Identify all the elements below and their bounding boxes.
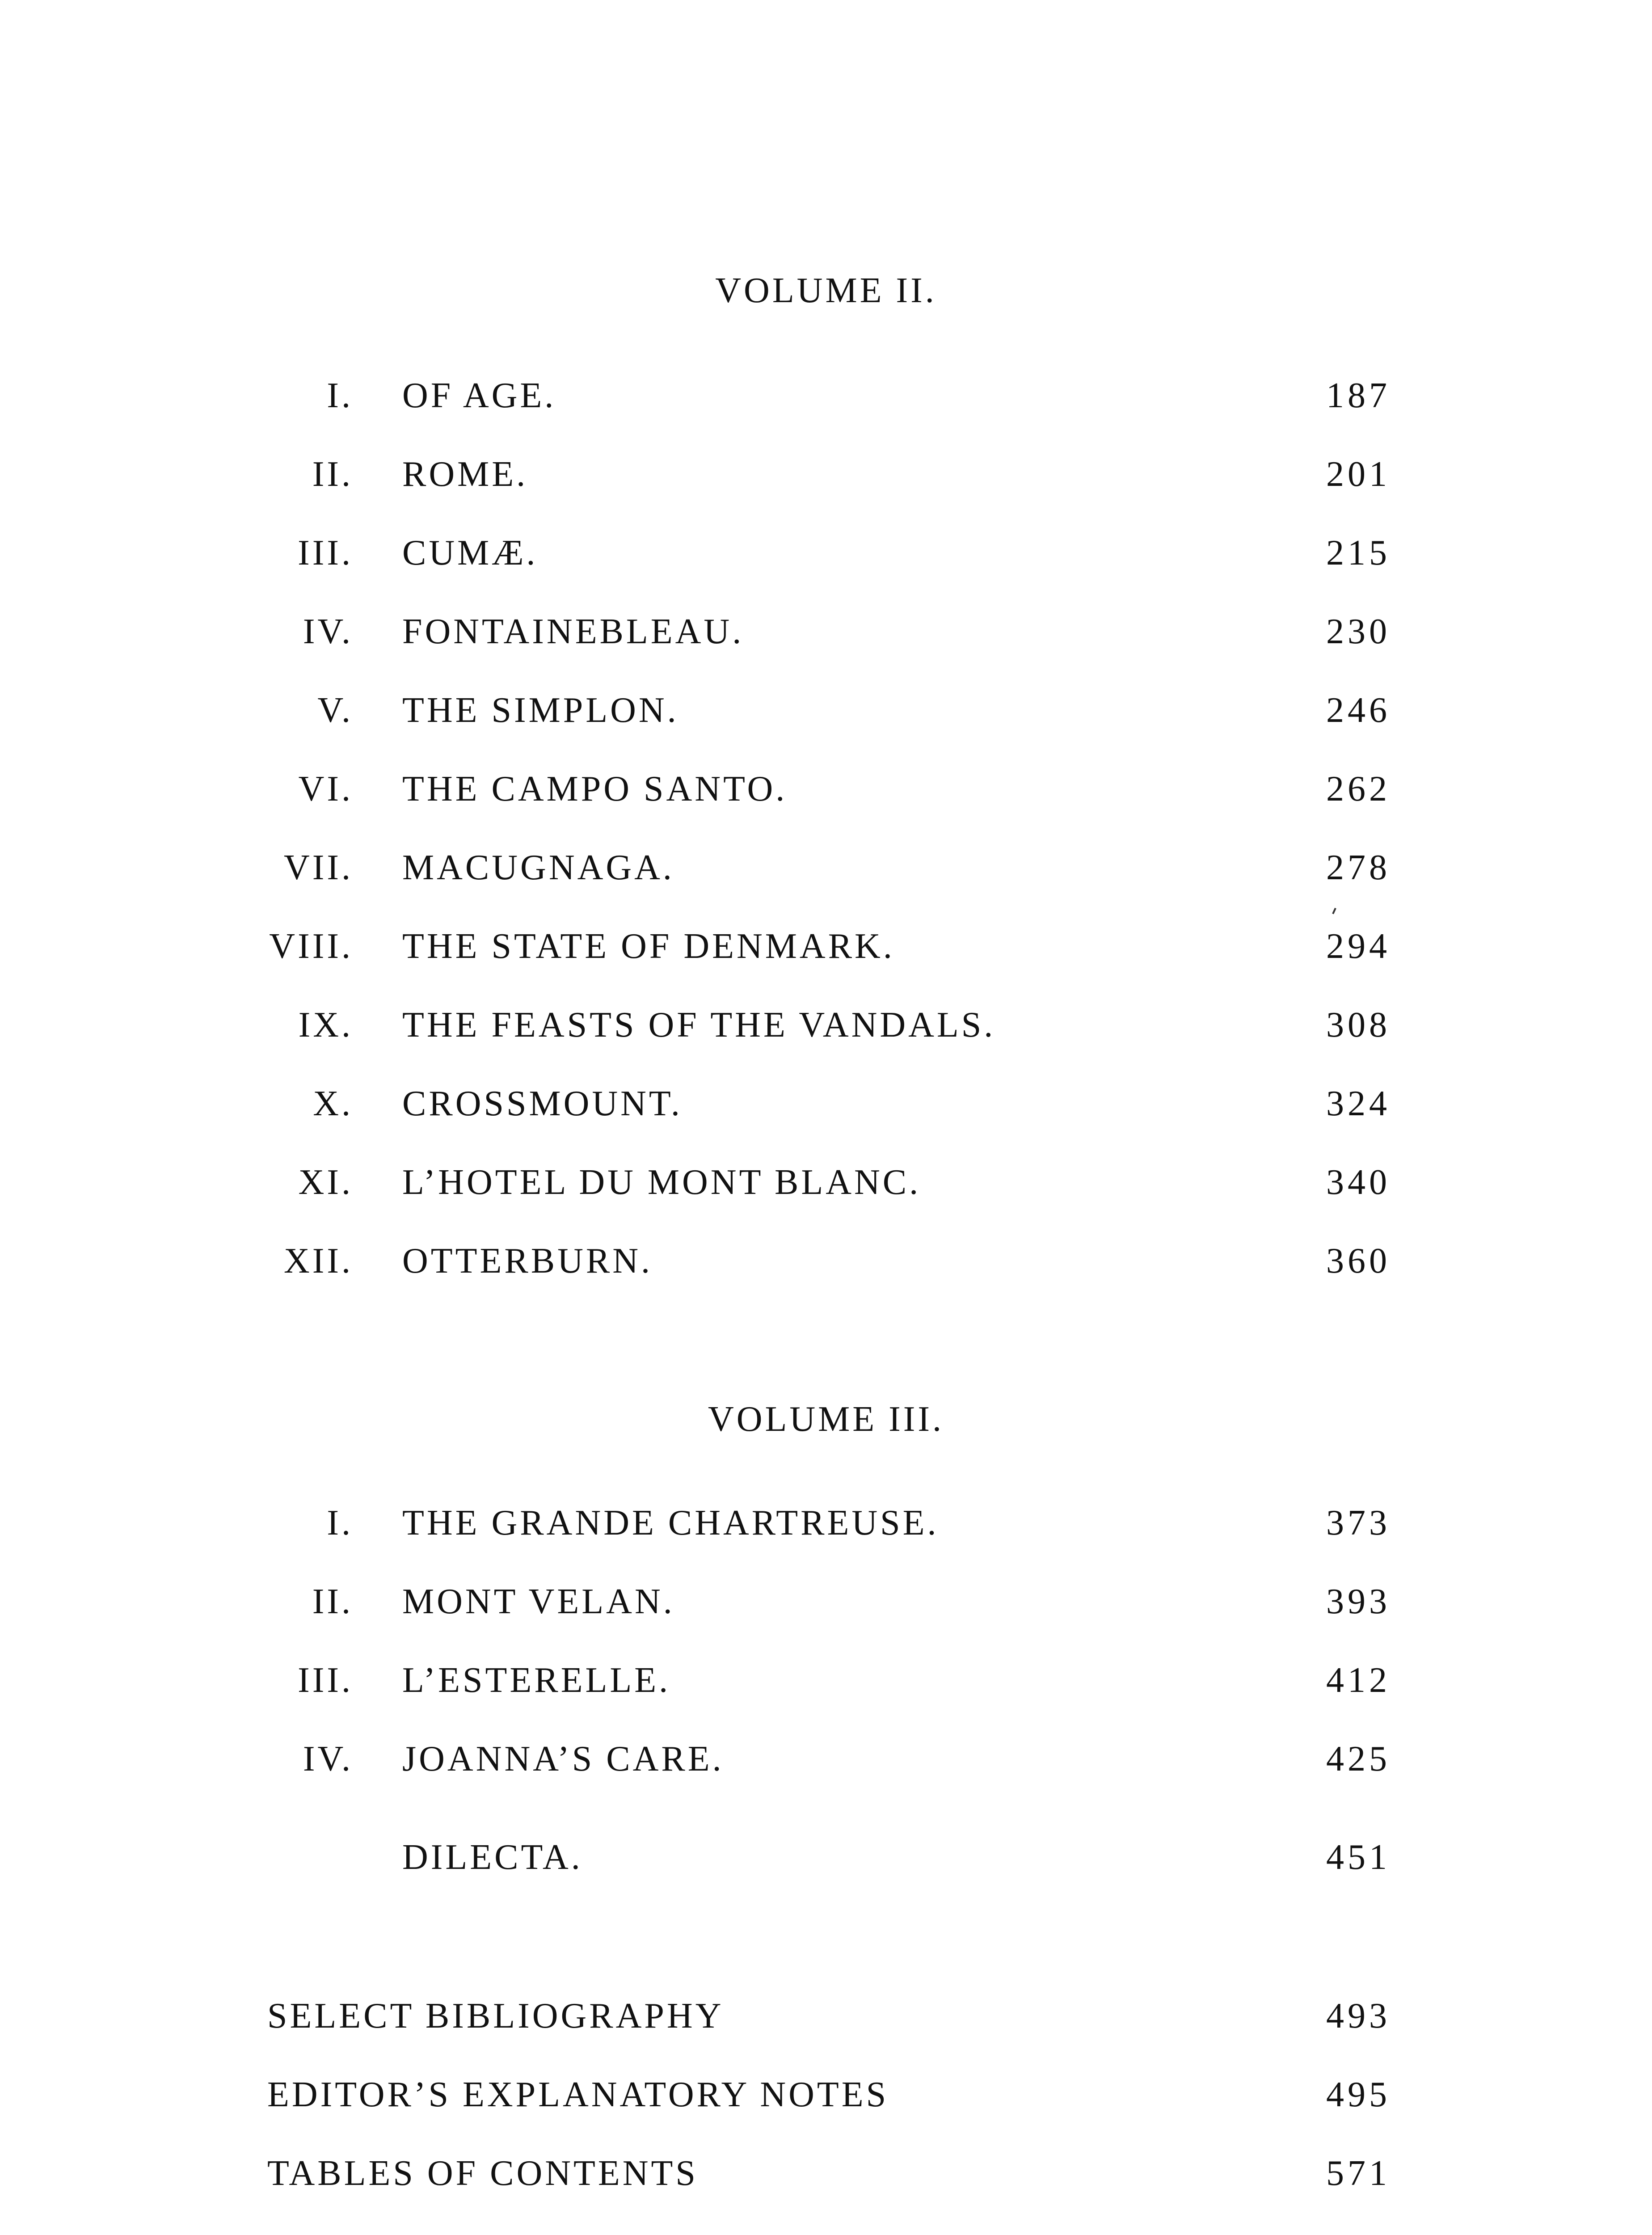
page-number: 393 <box>1326 1582 1391 1621</box>
section-title: TABLES OF CONTENTS <box>267 2154 698 2193</box>
toc-entry <box>0 924 1652 969</box>
chapter-number: V. <box>317 691 353 730</box>
page-number: 187 <box>1326 376 1391 415</box>
chapter-title: THE FEASTS OF THE VANDALS. <box>402 1005 996 1045</box>
toc-entry <box>0 1835 1652 1880</box>
page-number: 201 <box>1326 455 1391 494</box>
chapter-title: L’HOTEL DU MONT BLANC. <box>402 1163 921 1202</box>
page-number: 412 <box>1326 1661 1391 1700</box>
toc-entry <box>0 1737 1652 1781</box>
volume-iii-heading: VOLUME III. <box>708 1400 944 1439</box>
page-number: 495 <box>1326 2075 1391 2114</box>
section-title: SELECT BIBLIOGRAPHY <box>267 1996 724 2036</box>
chapter-title: THE CAMPO SANTO. <box>402 769 788 809</box>
volume-ii-heading: VOLUME II. <box>715 271 937 310</box>
chapter-number: VII. <box>283 848 353 887</box>
chapter-title: THE GRANDE CHARTREUSE. <box>402 1503 939 1543</box>
page-number: 230 <box>1326 612 1391 651</box>
chapter-title: MONT VELAN. <box>402 1582 675 1621</box>
toc-entry <box>0 531 1652 575</box>
chapter-number: XI. <box>298 1163 353 1202</box>
chapter-title: FONTAINEBLEAU. <box>402 612 744 651</box>
chapter-number: I. <box>327 1503 353 1543</box>
page-number: 571 <box>1326 2154 1391 2193</box>
page-number: 373 <box>1326 1503 1391 1543</box>
chapter-title: OF AGE. <box>402 376 556 415</box>
chapter-number: IX. <box>298 1005 353 1045</box>
section-title: EDITOR’S EXPLANATORY NOTES <box>267 2075 889 2114</box>
chapter-number: VIII. <box>269 927 353 966</box>
chapter-number: IV. <box>303 1739 353 1779</box>
page-number: 308 <box>1326 1005 1391 1045</box>
chapter-number: VI. <box>298 769 353 809</box>
chapter-title: CUMÆ. <box>402 533 538 573</box>
toc-entry <box>0 1658 1652 1703</box>
page-number: 262 <box>1326 769 1391 809</box>
page-number: 278 <box>1326 848 1391 887</box>
chapter-title: CROSSMOUNT. <box>402 1084 683 1123</box>
toc-entry <box>0 609 1652 654</box>
stray-mark <box>1332 908 1336 914</box>
page-number: 246 <box>1326 691 1391 730</box>
page-number: 451 <box>1326 1838 1391 1877</box>
page-number: 493 <box>1326 1996 1391 2036</box>
toc-entry-back-matter <box>0 2072 1652 2117</box>
chapter-number: III. <box>298 533 353 573</box>
chapter-title: MACUGNAGA. <box>402 848 674 887</box>
page-number: 215 <box>1326 533 1391 573</box>
chapter-title: THE STATE OF DENMARK. <box>402 927 895 966</box>
toc-entry <box>0 1160 1652 1205</box>
chapter-title: JOANNA’S CARE. <box>402 1739 724 1779</box>
toc-entry <box>0 1081 1652 1126</box>
toc-entry <box>0 845 1652 890</box>
chapter-number: III. <box>298 1661 353 1700</box>
page-number: 425 <box>1326 1739 1391 1779</box>
toc-entry <box>0 1579 1652 1624</box>
toc-entry-back-matter <box>0 1994 1652 2038</box>
chapter-number: X. <box>313 1084 353 1123</box>
toc-entry-back-matter <box>0 2151 1652 2196</box>
chapter-number: II. <box>312 455 353 494</box>
chapter-number: II. <box>312 1582 353 1621</box>
chapter-title: ROME. <box>402 455 528 494</box>
toc-entry <box>0 688 1652 733</box>
toc-entry <box>0 1501 1652 1545</box>
chapter-title: OTTERBURN. <box>402 1241 653 1281</box>
chapter-number: IV. <box>303 612 353 651</box>
chapter-title: DILECTA. <box>402 1838 583 1877</box>
page-number: 340 <box>1326 1163 1391 1202</box>
chapter-title: THE SIMPLON. <box>402 691 679 730</box>
toc-entry <box>0 767 1652 811</box>
chapter-title: L’ESTERELLE. <box>402 1661 671 1700</box>
page-number: 324 <box>1326 1084 1391 1123</box>
toc-entry <box>0 373 1652 418</box>
toc-entry <box>0 1239 1652 1283</box>
page-number: 360 <box>1326 1241 1391 1281</box>
toc-entry <box>0 1003 1652 1047</box>
chapter-number: XII. <box>283 1241 353 1281</box>
page-number: 294 <box>1326 927 1391 966</box>
toc-entry <box>0 452 1652 497</box>
chapter-number: I. <box>327 376 353 415</box>
